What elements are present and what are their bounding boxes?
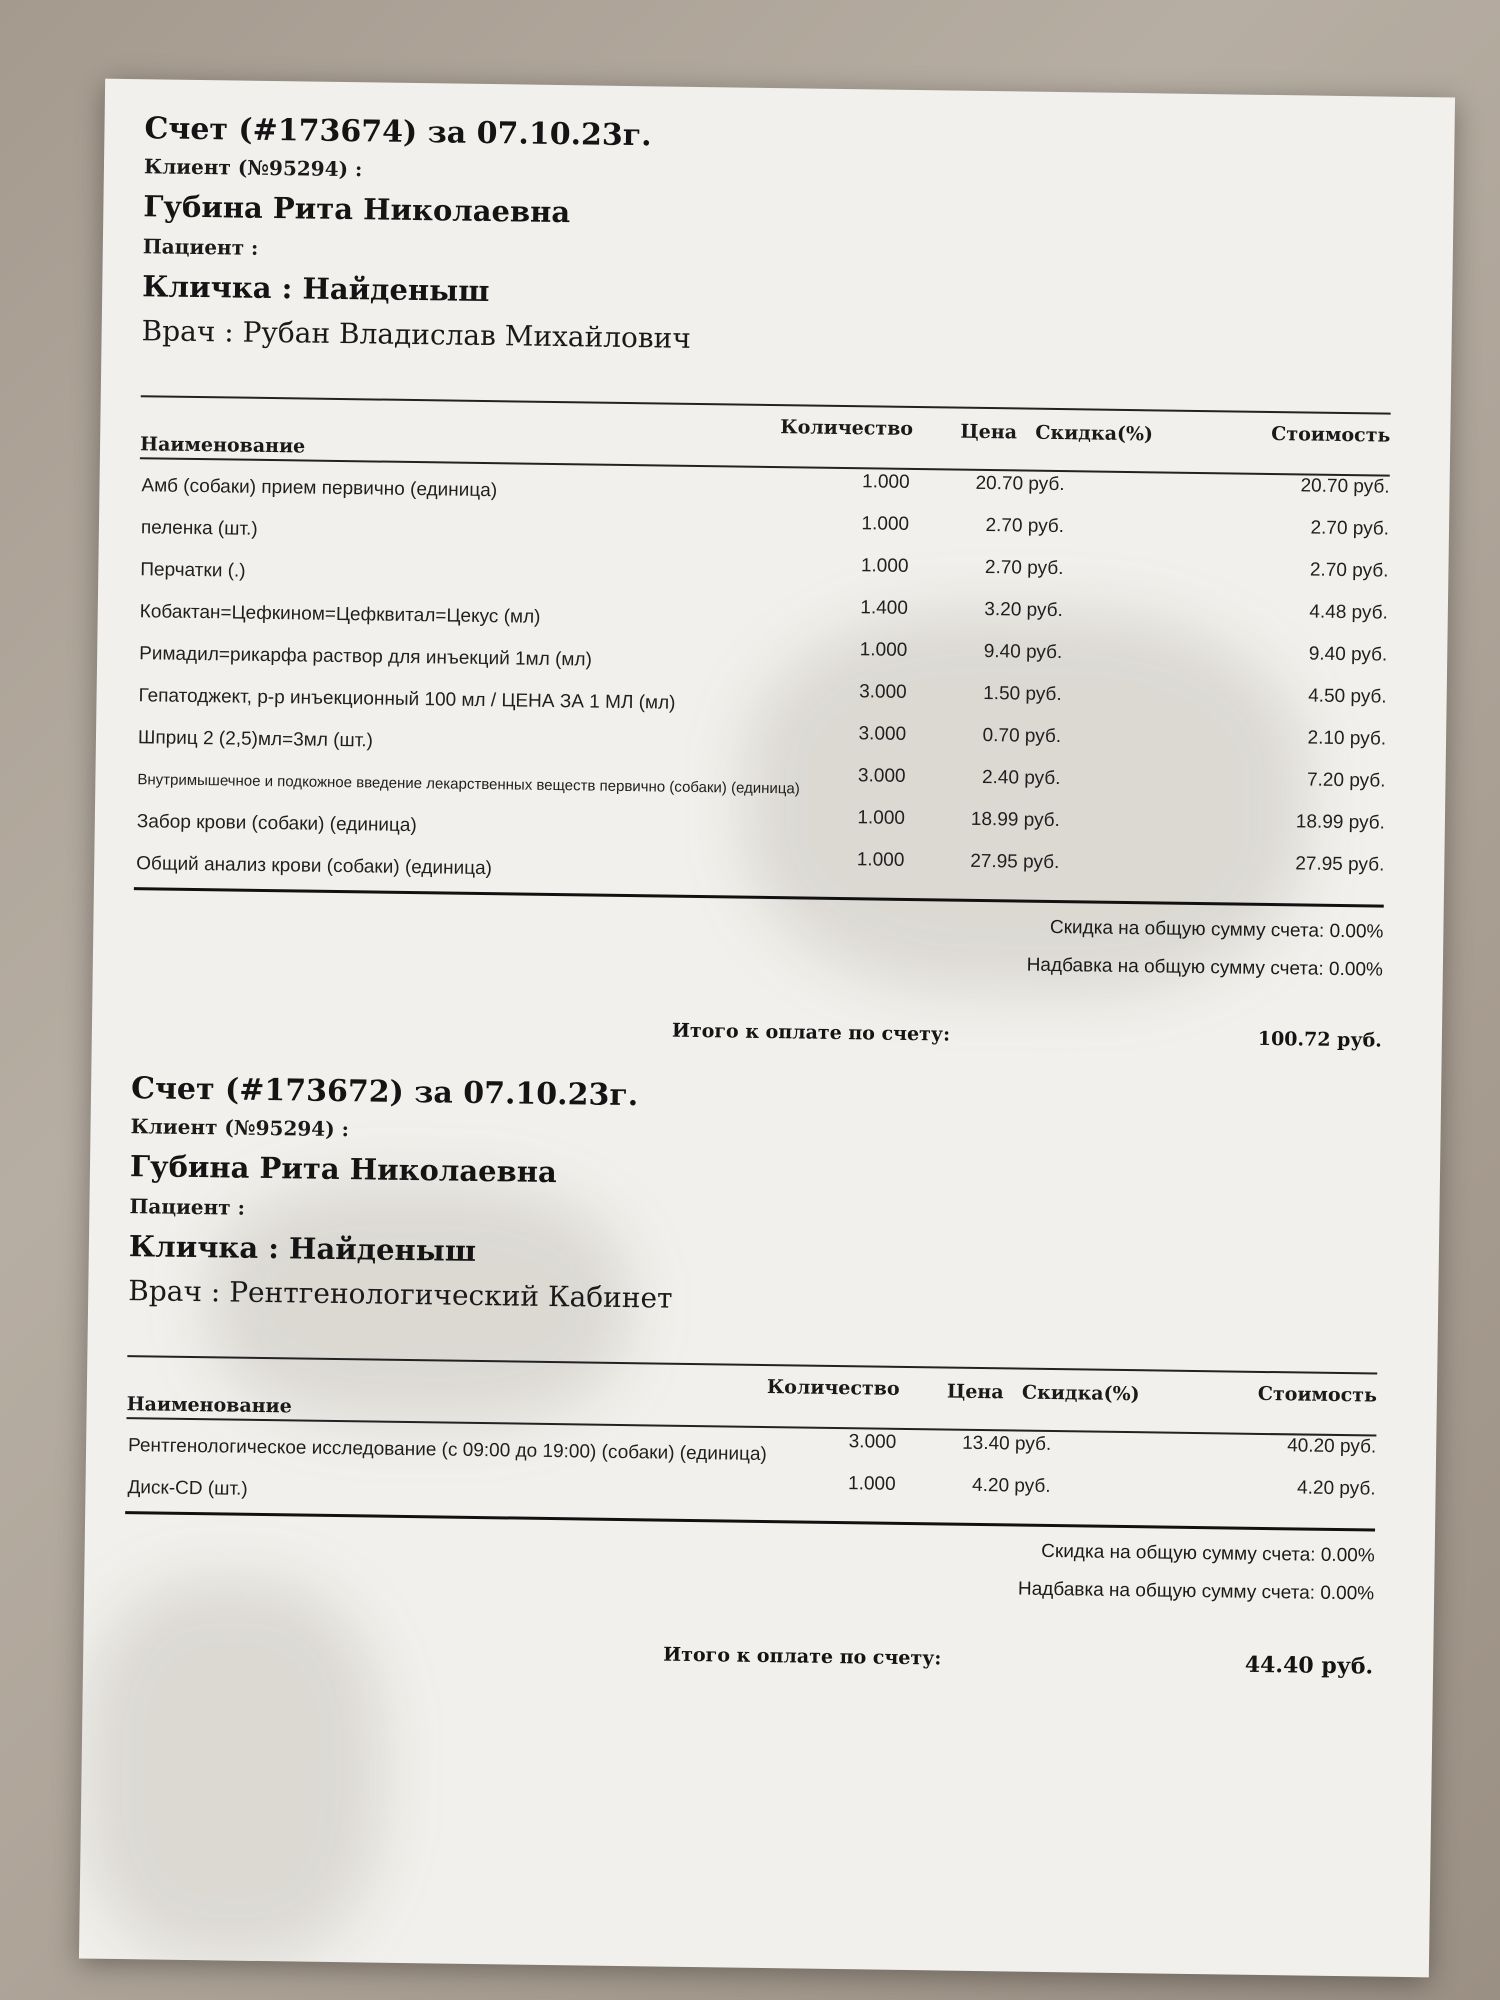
item-price: 2.40 руб. [981,766,1061,790]
item-cost: 2.70 руб. [1310,517,1390,540]
item-cost: 20.70 руб. [1300,475,1390,498]
item-price: 2.70 руб. [985,515,1065,538]
item-cost: 27.95 руб. [1295,853,1385,876]
doctor-name: Врач : Рубан Владислав Михайлович [141,314,692,355]
item-name: Кобактан=Цефкином=Цефквитал=Цекус (мл) [139,601,541,628]
item-cost: 18.99 руб. [1295,811,1386,834]
item-name: Амб (собаки) прием первично (единица) [141,475,498,502]
item-qty: 3.000 [857,765,906,787]
item-price: 2.70 руб. [984,556,1064,580]
item-price: 18.99 руб. [970,808,1061,832]
item-price: 27.95 руб. [970,850,1060,874]
invoice-173672 [123,1069,1381,1689]
item-qty: 1.000 [859,639,908,661]
item-name: Римадил=рикарфа раствор для инъекций 1мл (мл) [139,643,593,671]
item-cost: 2.10 руб. [1307,727,1387,750]
item-price: 4.20 руб. [971,1474,1051,1498]
patient-nickname: Кличка : Найденыш [142,269,490,309]
item-price: 9.40 руб. [983,640,1063,664]
markup-summary: Надбавка на общую сумму счета: 0.00% [1017,1578,1375,1605]
col-qty-header: Количество [780,416,914,440]
item-name: Внутримышечное и подкожное введение лекарственных веществ первично (собаки) (единица) [137,771,800,798]
col-qty-header: Количество [766,1376,900,1400]
item-cost: 4.50 руб. [1308,685,1387,708]
item-cost: 4.20 руб. [1296,1477,1376,1500]
col-discount-header: Скидка(%) [1021,1381,1140,1406]
services-table [125,1355,1377,1531]
item-name: пеленка (шт.) [140,517,258,540]
col-price-header: Цена [960,420,1018,444]
client-label: Клиент (№95294) : [143,154,363,182]
item-price: 0.70 руб. [982,724,1062,748]
total-label: Итого к оплате по счету: [663,1643,942,1670]
invoice-title: Счет (#173674) за 07.10.23г. [144,111,652,154]
col-cost-header: Стоимость [1257,1382,1378,1407]
receipt-sheet [79,79,1455,1978]
discount-summary: Скидка на общую сумму счета: 0.00% [1049,916,1384,943]
item-price: 3.20 руб. [984,598,1064,622]
item-price: 13.40 руб. [962,1432,1052,1456]
invoice-total [123,1632,1373,1689]
client-name: Губина Рита Николаевна [129,1149,557,1190]
client-name: Губина Рита Николаевна [143,189,571,230]
item-name: Гепатоджект, р-р инъекционный 100 мл / ЦЕНА ЗА 1 МЛ (мл) [138,685,676,714]
item-qty: 1.000 [857,807,906,829]
item-cost: 2.70 руб. [1309,559,1389,582]
item-qty: 1.000 [847,1473,896,1495]
item-qty: 1.000 [860,555,909,577]
item-cost: 4.48 руб. [1309,601,1388,624]
item-qty: 1.400 [860,597,909,619]
total-label: Итого к оплате по счету: [671,1019,951,1046]
client-label: Клиент (№95294) : [130,1114,350,1142]
item-name: Рентгенологическое исследование (с 09:00 до 19:00) (собаки) (единица) [127,1435,767,1466]
total-value: 44.40 руб. [1244,1651,1374,1680]
item-qty: 1.000 [856,849,905,871]
patient-nickname: Кличка : Найденыш [128,1229,477,1268]
col-price-header: Цена [946,1380,1004,1404]
total-value: 100.72 руб. [1257,1027,1383,1052]
item-name: Общий анализ крови (собаки) (единица) [136,853,493,880]
item-name: Забор крови (собаки) (единица) [136,811,417,837]
item-name: Перчатки (.) [140,559,246,582]
item-qty: 1.000 [861,471,910,493]
doctor-name: Врач : Рентгенологический Кабинет [128,1274,673,1315]
col-cost-header: Стоимость [1271,422,1391,447]
col-discount-header: Скидка(%) [1035,421,1154,446]
item-qty: 3.000 [859,681,907,703]
invoice-173674 [132,109,1395,1065]
item-qty: 3.000 [848,1431,897,1453]
patient-label: Пациент : [142,234,259,260]
item-name: Шприц 2 (2,5)мл=3мл (шт.) [137,727,374,752]
col-name-header: Наименование [139,433,306,458]
item-cost: 9.40 руб. [1308,643,1388,666]
discount-summary: Скидка на общую сумму счета: 0.00% [1041,1540,1375,1567]
item-cost: 40.20 руб. [1287,1435,1377,1458]
item-cost: 7.20 руб. [1306,769,1386,792]
services-table [134,395,1391,907]
item-name: Диск-CD (шт.) [127,1477,248,1500]
invoice-total [132,1008,1382,1065]
invoice-title: Счет (#173672) за 07.10.23г. [130,1071,639,1114]
markup-summary: Надбавка на общую сумму счета: 0.00% [1026,954,1384,981]
item-qty: 1.000 [861,513,910,535]
item-price: 1.50 руб. [983,682,1062,706]
col-name-header: Наименование [126,1393,292,1418]
item-qty: 3.000 [858,723,907,745]
item-price: 20.70 руб. [975,472,1065,496]
patient-label: Пациент : [129,1194,246,1220]
